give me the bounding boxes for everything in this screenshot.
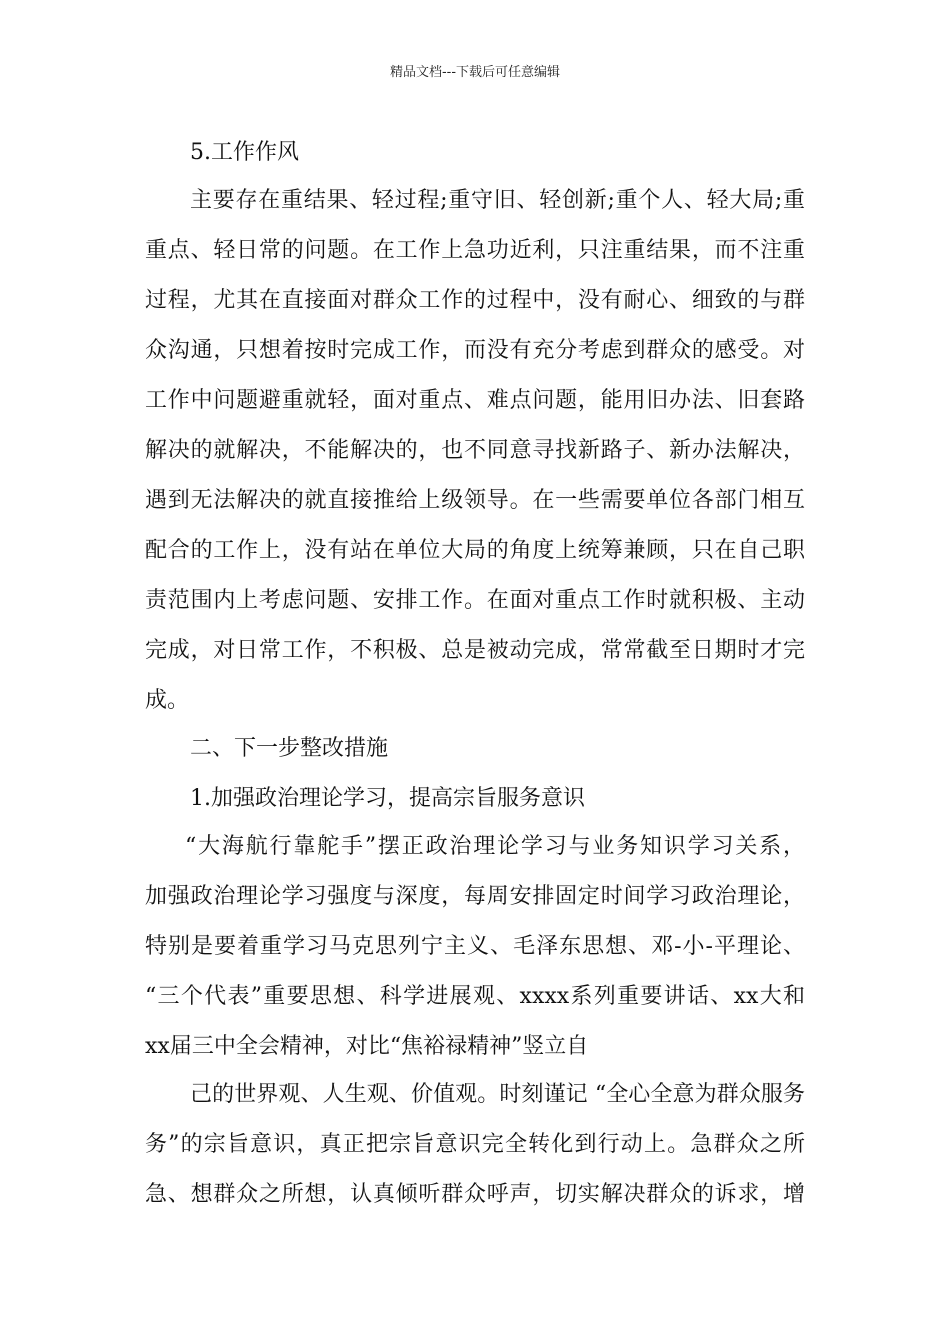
page-header: 精品文档---下载后可任意编辑 <box>389 65 561 80</box>
paragraph-line: xx届三中全会精神，对比“焦裕禄精神”竖立自 <box>145 1034 589 1059</box>
paragraph-line: 成。 <box>145 688 190 713</box>
paragraph-line: 众沟通，只想着按时完成工作，而没有充分考虑到群众的感受。对 <box>145 338 805 363</box>
section-heading-work-style: 5.工作作风 <box>190 140 299 165</box>
paragraph-line: 加强政治理论学习强度与深度，每周安排固定时间学习政治理论， <box>145 884 805 909</box>
paragraph-line: “三个代表”重要思想、科学进展观、xxxx系列重要讲话、xx大和 <box>145 984 805 1009</box>
paragraph-line: 遇到无法解决的就直接推给上级领导。在一些需要单位各部门相互 <box>145 488 805 513</box>
paragraph-line: 过程，尤其在直接面对群众工作的过程中，没有耐心、细致的与群 <box>145 288 805 313</box>
paragraph-line: 主要存在重结果、轻过程;重守旧、轻创新;重个人、轻大局;重 <box>190 188 805 213</box>
paragraph-line: “大海航行靠舵手”摆正政治理论学习与业务知识学习关系， <box>185 834 805 859</box>
paragraph-line: 配合的工作上，没有站在单位大局的角度上统筹兼顾，只在自己职 <box>145 538 805 563</box>
subsection-heading-theory-study: 1.加强政治理论学习，提高宗旨服务意识 <box>190 786 585 811</box>
paragraph-line: 完成，对日常工作，不积极、总是被动完成，常常截至日期时才完 <box>145 638 805 663</box>
paragraph-line: 急、想群众之所想，认真倾听群众呼声，切实解决群众的诉求，增 <box>145 1182 805 1207</box>
paragraph-line: 特别是要着重学习马克思列宁主义、毛泽东思想、邓-小-平理论、 <box>145 934 805 959</box>
paragraph-line: 务”的宗旨意识，真正把宗旨意识完全转化到行动上。急群众之所 <box>145 1132 805 1157</box>
paragraph-line: 解决的就解决，不能解决的，也不同意寻找新路子、新办法解决， <box>145 438 805 463</box>
paragraph-line: 工作中问题避重就轻，面对重点、难点问题，能用旧办法、旧套路 <box>145 388 805 413</box>
paragraph-line: 责范围内上考虑问题、安排工作。在面对重点工作时就积极、主动 <box>145 588 805 613</box>
paragraph-line: 重点、轻日常的问题。在工作上急功近利，只注重结果，而不注重 <box>145 238 805 263</box>
paragraph-line: 己的世界观、人生观、价值观。时刻谨记 “全心全意为群众服务 <box>190 1082 805 1107</box>
section-heading-next-steps: 二、下一步整改措施 <box>190 736 389 761</box>
